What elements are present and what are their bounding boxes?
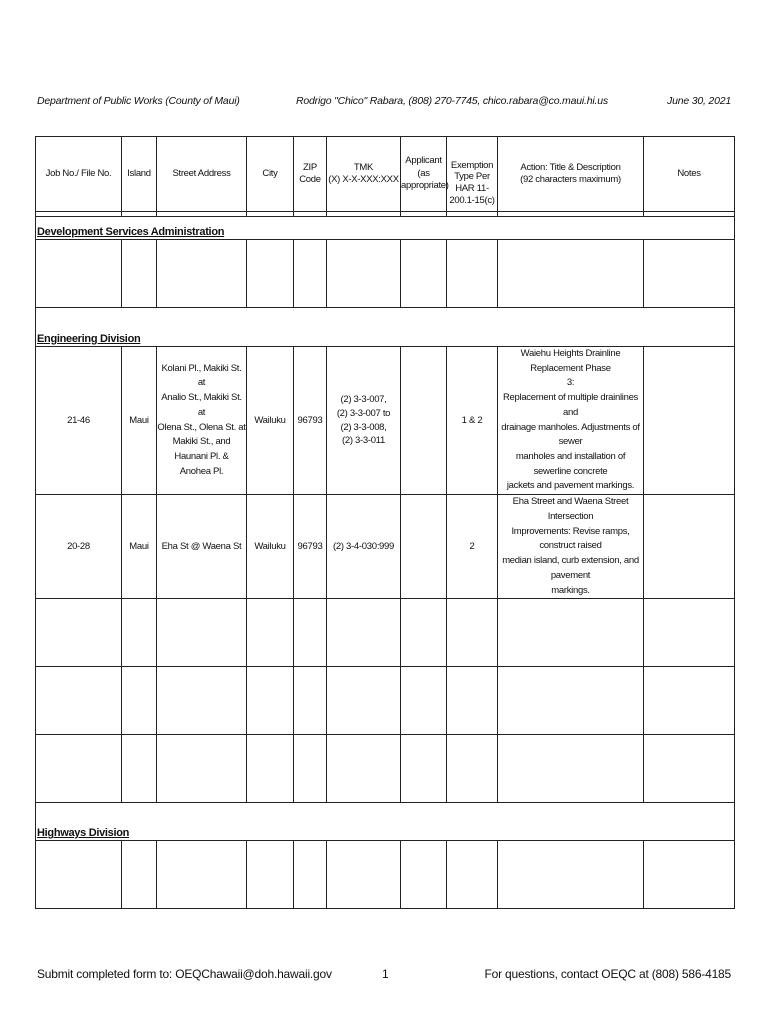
col-applicant-header bbox=[401, 137, 447, 212]
notes-cell bbox=[644, 347, 735, 495]
table-row bbox=[36, 495, 735, 599]
city-cell: Wailuku bbox=[247, 495, 294, 599]
island-cell: Maui bbox=[122, 347, 157, 495]
header-line: Type Per bbox=[454, 171, 490, 183]
tmk-line: (2) 3-3-007, bbox=[340, 394, 387, 406]
action-line: Replacement of multiple drainlines and bbox=[502, 392, 638, 418]
action-line: markings. bbox=[551, 584, 590, 596]
action-line: drainage manholes. Adjustments of sewer bbox=[501, 421, 640, 448]
blank-row bbox=[36, 599, 735, 667]
header-line: (92 characters maximum) bbox=[520, 174, 621, 185]
action-line: manholes and installation of sewerline concrete bbox=[515, 451, 626, 477]
action-cell bbox=[498, 347, 644, 495]
header-line: HAR 11- bbox=[455, 183, 489, 195]
city-cell: Wailuku bbox=[247, 347, 294, 495]
job-cell: 20-28 bbox=[36, 495, 122, 599]
contact-label: Rodrigo "Chico" Rabara, (808) 270-7745, chico.rabara@co.maui.hi.us bbox=[296, 95, 608, 107]
tmk-line: (2) 3-3-011 bbox=[342, 435, 385, 447]
action-line: Improvements: Revise ramps, construct raised bbox=[511, 525, 630, 552]
col-address-header: Street Address bbox=[157, 137, 247, 212]
page-number: 1 bbox=[382, 967, 389, 981]
department-label: Department of Public Works (County of Maui) bbox=[37, 95, 240, 107]
header-line: ZIP bbox=[303, 161, 317, 173]
col-notes-header: Notes bbox=[644, 137, 735, 212]
col-city-header: City bbox=[247, 137, 294, 212]
section-row bbox=[36, 803, 735, 841]
header-line: Code bbox=[299, 174, 321, 185]
section-row bbox=[36, 217, 735, 240]
tmk-cell bbox=[327, 347, 401, 495]
header-line: appropriate) bbox=[401, 180, 449, 192]
action-line: median island, curb extension, and pavement bbox=[502, 555, 639, 581]
col-island-header: Island bbox=[122, 137, 157, 212]
section-title-engineering: Engineering Division bbox=[37, 333, 141, 345]
header-line: 200.1-15(c) bbox=[449, 195, 495, 207]
address-line: Anohea Pl. bbox=[179, 465, 224, 477]
address-line: Makiki St., and Haunani Pl. & bbox=[172, 436, 231, 463]
tmk-cell bbox=[327, 495, 401, 599]
col-exemption-header bbox=[447, 137, 498, 212]
job-cell: 21-46 bbox=[36, 347, 122, 495]
applicant-cell bbox=[401, 495, 447, 599]
notes-cell bbox=[644, 495, 735, 599]
section-title-highways: Highways Division bbox=[37, 827, 130, 840]
island-cell: Maui bbox=[122, 495, 157, 599]
address-line: Eha St @ Waena St bbox=[161, 541, 242, 553]
zip-cell: 96793 bbox=[294, 495, 327, 599]
address-line: Kolani Pl., Makiki St. at bbox=[161, 362, 242, 389]
col-job-header: Job No./ File No. bbox=[36, 137, 122, 212]
table-row bbox=[36, 347, 735, 495]
address-line: Analio St., Makiki St. at bbox=[161, 392, 242, 418]
blank-row bbox=[36, 841, 735, 909]
zip-cell: 96793 bbox=[294, 347, 327, 495]
tmk-line: (2) 3-4-030:999 bbox=[333, 540, 394, 552]
action-line: jackets and pavement markings. bbox=[506, 480, 635, 492]
blank-row bbox=[36, 240, 735, 308]
action-cell bbox=[498, 495, 644, 599]
submission-table bbox=[35, 136, 735, 909]
action-line: Waiehu Heights Drainline Replacement Phase bbox=[520, 348, 621, 374]
action-line: 3: bbox=[566, 377, 575, 389]
col-action-header bbox=[498, 137, 644, 212]
header-line: Action: Title & Description bbox=[520, 161, 621, 173]
header-line: Exemption bbox=[450, 159, 494, 171]
questions-contact: For questions, contact OEQC at (808) 586-4185 bbox=[484, 967, 731, 981]
action-line: Eha Street and Waena Street Intersection bbox=[512, 496, 629, 522]
col-tmk-header bbox=[327, 137, 401, 212]
blank-row bbox=[36, 667, 735, 735]
submit-instructions: Submit completed form to: OEQChawaii@doh.hawaii.gov bbox=[37, 967, 332, 981]
tmk-line: (2) 3-3-008, bbox=[340, 421, 387, 433]
address-cell bbox=[157, 347, 247, 495]
exemption-cell: 1 & 2 bbox=[447, 347, 498, 495]
blank-row bbox=[36, 735, 735, 803]
address-line: Olena St., Olena St. at bbox=[157, 421, 246, 433]
date-label: June 30, 2021 bbox=[667, 95, 731, 107]
section-row bbox=[36, 308, 735, 347]
tmk-line: (2) 3-3-007 to bbox=[336, 407, 391, 419]
header-line: TMK bbox=[353, 161, 374, 173]
header-line: (X) X-X-XXX:XXX bbox=[328, 174, 399, 185]
exemption-cell: 2 bbox=[447, 495, 498, 599]
section-title-dsa: Development Services Administration bbox=[37, 226, 225, 238]
col-zip-header bbox=[294, 137, 327, 212]
applicant-cell bbox=[401, 347, 447, 495]
header-line: (as bbox=[417, 167, 430, 179]
column-header-row bbox=[36, 137, 735, 212]
address-cell bbox=[157, 495, 247, 599]
header-line: Applicant bbox=[405, 155, 442, 167]
